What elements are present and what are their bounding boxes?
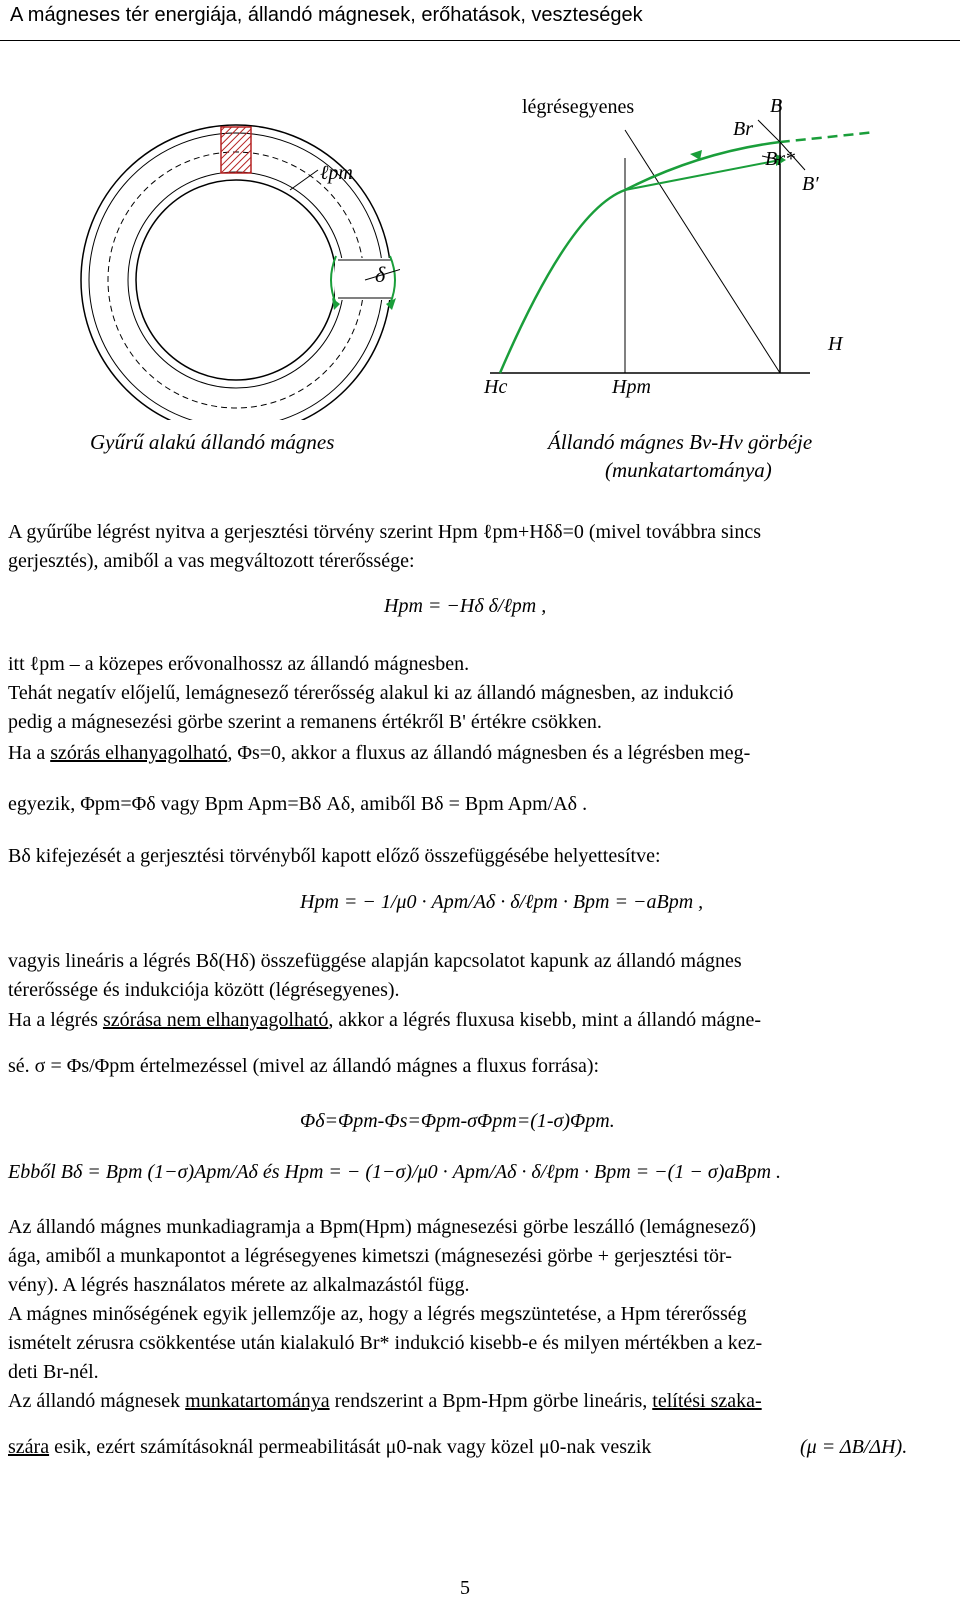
paragraph-9-line-3: deti Br-nél. [8,1361,99,1383]
ring-magnet-figure [60,100,400,420]
header-rule [0,40,960,41]
curve-dashed-continuation [780,132,875,142]
link-szoras: szórás elhanyagolható [50,742,228,764]
paragraph-8-line-2: ága, amiből a munkapontot a légrésegyenes kimetszi (mágnesezési görbe + gerjesztési tör- [8,1245,732,1267]
ring-inner-edge [128,172,344,388]
paragraph-10-line-1: Az állandó mágnesek munkatartománya rendszerint a Bpm-Hpm görbe lineáris, telítési szaka- [8,1390,762,1412]
paragraph-8-line-3: vény). A légrés használatos mérete az alkalmazástól függ. [8,1274,470,1296]
right-figure-caption-line2: (munkatartománya) [605,458,772,482]
page-title: A mágneses tér energiája, állandó mágnesek, erőhatások, veszteségek [10,4,643,26]
paragraph-1-line-2: gerjesztés), amiből a vas megváltozott térerőssége: [8,550,415,572]
label-airgap-line: légrésegyenes [522,96,635,118]
ring-inner-edge-2 [136,180,336,380]
paragraph-6-line-2: térerőssége és indukciója között (légrésegyenes). [8,979,400,1001]
label-lpm: ℓpm [320,162,353,184]
paragraph-4-line-2: egyezik, Φpm=Φδ vagy Bpm Apm=Bδ Aδ, amiből Bδ = Bpm Apm/Aδ . [8,793,588,815]
label-B: B [770,95,783,117]
mean-flux-line [108,152,364,408]
label-H: H [828,333,843,355]
paragraph-7-line-1: Ha a légrés szórása nem elhanyagolható, akkor a légrés fluxusa kisebb, mint a állandó mágne- [8,1009,762,1031]
equation-4: Ebből Bδ = Bpm (1−σ)Apm/Aδ és Hpm = − (1−σ)/μ0 · Apm/Aδ · δ/ℓpm · Bpm = −(1 − σ)aBpm . [8,1161,782,1183]
left-figure-caption: Gyűrű alakú állandó mágnes [90,430,335,454]
paragraph-9-line-2: ismételt zérusra csökkentése után kialakuló Br* indukció kisebb-e és milyen mértékben a kez- [8,1332,763,1354]
recoil-line [625,160,780,190]
link-telitesi-szakasz: telítési szaka- [652,1390,762,1412]
paragraph-4-line-1: Ha a szórás elhanyagolható, Φs=0, akkor a fluxus az állandó mágnesben és a légrésben meg- [8,742,751,764]
right-figure-caption-line1: Állandó mágnes Bv-Hv görbéje [548,430,813,454]
label-Brstar: Br* [765,148,795,170]
equation-1: Hpm = −Hδ δ/ℓpm , [384,595,547,617]
equation-5: (μ = ΔB/ΔH). [800,1436,908,1458]
link-munkatartomanya: munkatartománya [185,1390,330,1412]
label-Hc: Hc [484,376,508,398]
link-szara: szára [8,1436,50,1458]
link-szorasa: szórása nem elhanyagolható [102,1009,329,1031]
paragraph-9-line-1: A mágnes minőségének egyik jellemzője az, hogy a légrés megszüntetése, a Hpm térerősség [8,1303,747,1325]
air-gap [335,258,395,300]
paragraph-5: Bδ kifejezését a gerjesztési törvényből kapott előző összefüggésébe helyettesítve: [8,845,661,867]
label-Br: Br [733,118,753,140]
label-Bprime: B′ [802,173,819,195]
air-gap-line [625,130,780,373]
paragraph-8-line-1: Az állandó mágnes munkadiagramja a Bpm(Hpm) mágnesezési görbe leszálló (lemágnesező) [8,1216,757,1238]
page-number: 5 [460,1577,470,1599]
bh-curve-figure [480,80,880,400]
paragraph-7-line-2: sé. σ = Φs/Φpm értelmezéssel (mivel az állandó mágnes a fluxus forrása): [8,1055,600,1077]
paragraph-10-line-2: szára esik, ezért számításoknál permeabilitását μ0-nak vagy közel μ0-nak veszik [8,1436,652,1458]
equation-2: Hpm = − 1/μ0 · Apm/Aδ · δ/ℓpm · Bpm = −aBpm , [300,891,704,913]
equation-3: Φδ=Φpm-Φs=Φpm-σΦpm=(1-σ)Φpm. [300,1110,615,1132]
paragraph-3-line-1: Tehát negatív előjelű, lemágnesező térerősség alakul ki az állandó mágnesben, az indukció [8,682,734,704]
demag-curve [500,142,780,373]
paragraph-6-line-1: vagyis lineáris a légrés Bδ(Hδ) összefüggése alapján kapcsolatot kapunk az állandó mágnes [8,950,742,972]
label-delta: δ [375,262,386,287]
label-Hpm: Hpm [612,376,651,398]
paragraph-1-line-1: A gyűrűbe légrést nyitva a gerjesztési törvény szerint Hpm ℓpm+Hδδ=0 (mivel továbbra sincs [8,521,762,543]
paragraph-3-line-2: pedig a mágnesezési görbe szerint a remanens értékről B' értékre csökken. [8,711,602,733]
paragraph-2: itt ℓpm – a közepes erővonalhossz az állandó mágnesben. [8,653,470,675]
cross-section-hatch [221,127,251,173]
